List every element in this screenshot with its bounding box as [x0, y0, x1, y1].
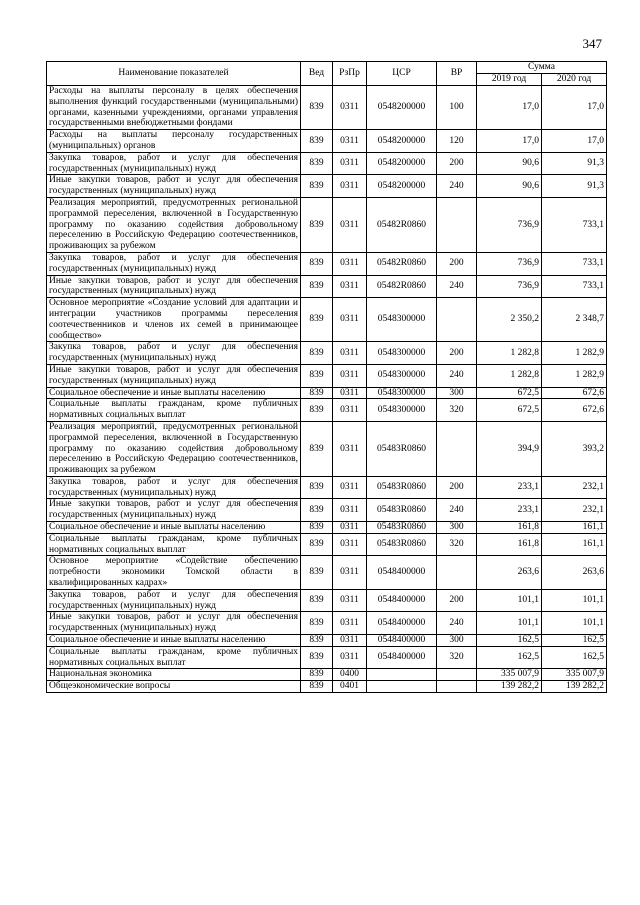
row-ved: 839 — [301, 499, 333, 522]
row-sum-2020: 232,1 — [542, 499, 607, 522]
header-rzpr: РзПр — [333, 62, 367, 86]
row-ved: 839 — [301, 681, 333, 693]
row-rzpr: 0311 — [333, 298, 367, 342]
row-csr: 0548200000 — [367, 86, 437, 130]
row-sum-2020: 2 348,7 — [542, 298, 607, 342]
row-csr: 0548200000 — [367, 175, 437, 198]
row-ved: 839 — [301, 364, 333, 387]
row-name: Социальное обеспечение и иные выплаты населению — [47, 635, 301, 647]
row-vr: 300 — [437, 522, 477, 534]
row-vr: 200 — [437, 476, 477, 499]
table-row — [47, 387, 607, 399]
row-rzpr: 0311 — [333, 152, 367, 175]
row-name: Основное мероприятие «Создание условий для адаптации и интеграции участников программы переселения соотечественников и членов их семей в принимающее сообщество» — [47, 298, 301, 342]
table-row — [47, 646, 607, 669]
row-vr — [437, 298, 477, 342]
row-csr: 0548300000 — [367, 342, 437, 365]
table-body — [47, 86, 607, 693]
table-row — [47, 197, 607, 252]
row-sum-2019: 161,8 — [477, 522, 542, 534]
row-csr: 0548400000 — [367, 556, 437, 589]
row-sum-2019: 139 282,2 — [477, 681, 542, 693]
row-rzpr: 0311 — [333, 399, 367, 422]
row-sum-2020: 1 282,9 — [542, 342, 607, 365]
row-vr: 320 — [437, 399, 477, 422]
row-ved: 839 — [301, 152, 333, 175]
row-sum-2020: 733,1 — [542, 252, 607, 275]
row-csr: 0548200000 — [367, 152, 437, 175]
row-rzpr: 0311 — [333, 130, 367, 153]
row-vr: 240 — [437, 499, 477, 522]
row-ved: 839 — [301, 533, 333, 556]
row-rzpr: 0311 — [333, 421, 367, 476]
row-vr: 100 — [437, 86, 477, 130]
row-name: Социальное обеспечение и иные выплаты населению — [47, 522, 301, 534]
row-vr: 300 — [437, 387, 477, 399]
row-rzpr: 0401 — [333, 681, 367, 693]
row-sum-2019: 101,1 — [477, 589, 542, 612]
row-rzpr: 0311 — [333, 342, 367, 365]
row-csr: 0548300000 — [367, 387, 437, 399]
table-row — [47, 399, 607, 422]
row-name: Иные закупки товаров, работ и услуг для обеспечения государственных (муниципальных) нужд — [47, 364, 301, 387]
row-vr: 200 — [437, 342, 477, 365]
row-ved: 839 — [301, 197, 333, 252]
row-ved: 839 — [301, 669, 333, 681]
row-vr: 300 — [437, 635, 477, 647]
row-name: Социальные выплаты гражданам, кроме публичных нормативных социальных выплат — [47, 533, 301, 556]
row-ved: 839 — [301, 522, 333, 534]
table-row — [47, 499, 607, 522]
row-csr: 05482R0860 — [367, 197, 437, 252]
row-ved: 839 — [301, 635, 333, 647]
row-name: Национальная экономика — [47, 669, 301, 681]
row-sum-2019: 162,5 — [477, 635, 542, 647]
row-rzpr: 0311 — [333, 364, 367, 387]
row-csr — [367, 669, 437, 681]
row-vr: 240 — [437, 275, 477, 298]
row-rzpr: 0400 — [333, 669, 367, 681]
row-csr: 0548400000 — [367, 612, 437, 635]
table-row — [47, 275, 607, 298]
row-name: Реализация мероприятий, предусмотренных региональной программой переселения, включенной в Государственную программу по оказанию содействия добровольному переселению в Российскую Федерацию соотечественников, проживающих за рубежом — [47, 421, 301, 476]
row-name: Иные закупки товаров, работ и услуг для обеспечения государственных (муниципальных) нужд — [47, 612, 301, 635]
row-sum-2019: 101,1 — [477, 612, 542, 635]
row-name: Закупка товаров, работ и услуг для обеспечения государственных (муниципальных) нужд — [47, 476, 301, 499]
row-sum-2019: 335 007,9 — [477, 669, 542, 681]
row-rzpr: 0311 — [333, 252, 367, 275]
row-sum-2020: 161,1 — [542, 522, 607, 534]
row-name: Закупка товаров, работ и услуг для обеспечения государственных (муниципальных) нужд — [47, 252, 301, 275]
row-sum-2019: 736,9 — [477, 197, 542, 252]
row-sum-2020: 1 282,9 — [542, 364, 607, 387]
row-vr: 320 — [437, 533, 477, 556]
row-sum-2019: 672,5 — [477, 399, 542, 422]
row-sum-2020: 101,1 — [542, 589, 607, 612]
row-sum-2020: 263,6 — [542, 556, 607, 589]
table-row — [47, 589, 607, 612]
table-row — [47, 669, 607, 681]
row-rzpr: 0311 — [333, 387, 367, 399]
row-ved: 839 — [301, 275, 333, 298]
row-vr — [437, 421, 477, 476]
row-csr: 0548300000 — [367, 399, 437, 422]
row-sum-2020: 161,1 — [542, 533, 607, 556]
row-sum-2019: 394,9 — [477, 421, 542, 476]
header-2020: 2020 год — [542, 74, 607, 86]
row-rzpr: 0311 — [333, 175, 367, 198]
row-sum-2019: 233,1 — [477, 499, 542, 522]
header-ved: Вед — [301, 62, 333, 86]
row-sum-2019: 263,6 — [477, 556, 542, 589]
row-ved: 839 — [301, 421, 333, 476]
table-row — [47, 522, 607, 534]
row-sum-2020: 733,1 — [542, 275, 607, 298]
row-sum-2020: 91,3 — [542, 175, 607, 198]
row-ved: 839 — [301, 612, 333, 635]
row-ved: 839 — [301, 298, 333, 342]
row-vr: 240 — [437, 175, 477, 198]
row-vr: 200 — [437, 252, 477, 275]
table-row — [47, 635, 607, 647]
row-sum-2020: 162,5 — [542, 635, 607, 647]
row-sum-2019: 672,5 — [477, 387, 542, 399]
row-name: Социальное обеспечение и иные выплаты населению — [47, 387, 301, 399]
row-sum-2020: 672,6 — [542, 387, 607, 399]
table-row — [47, 476, 607, 499]
row-ved: 839 — [301, 399, 333, 422]
table-row — [47, 252, 607, 275]
row-ved: 839 — [301, 130, 333, 153]
row-ved: 839 — [301, 387, 333, 399]
row-csr: 0548200000 — [367, 130, 437, 153]
row-rzpr: 0311 — [333, 533, 367, 556]
row-sum-2020: 17,0 — [542, 86, 607, 130]
row-ved: 839 — [301, 252, 333, 275]
row-name: Закупка товаров, работ и услуг для обеспечения государственных (муниципальных) нужд — [47, 342, 301, 365]
row-name: Общеэкономические вопросы — [47, 681, 301, 693]
row-sum-2019: 90,6 — [477, 152, 542, 175]
header-name: Наименование показателей — [47, 62, 301, 86]
row-name: Реализация мероприятий, предусмотренных региональной программой переселения, включенной в Государственную программу по оказанию содействия добровольному переселению в Российскую Федерацию соотечественников, проживающих за рубежом — [47, 197, 301, 252]
table-row — [47, 342, 607, 365]
table-row — [47, 421, 607, 476]
row-ved: 839 — [301, 342, 333, 365]
row-vr — [437, 669, 477, 681]
row-csr: 05483R0860 — [367, 522, 437, 534]
row-name: Расходы на выплаты персоналу государственных (муниципальных) органов — [47, 130, 301, 153]
header-vr: ВР — [437, 62, 477, 86]
table-row — [47, 298, 607, 342]
row-sum-2019: 233,1 — [477, 476, 542, 499]
header-2019: 2019 год — [477, 74, 542, 86]
row-sum-2020: 139 282,2 — [542, 681, 607, 693]
row-name: Закупка товаров, работ и услуг для обеспечения государственных (муниципальных) нужд — [47, 589, 301, 612]
row-vr: 200 — [437, 589, 477, 612]
row-ved: 839 — [301, 589, 333, 612]
row-name: Иные закупки товаров, работ и услуг для обеспечения государственных (муниципальных) нужд — [47, 499, 301, 522]
row-rzpr: 0311 — [333, 589, 367, 612]
row-rzpr: 0311 — [333, 476, 367, 499]
row-ved: 839 — [301, 556, 333, 589]
table-row — [47, 612, 607, 635]
table-row — [47, 152, 607, 175]
row-csr: 05482R0860 — [367, 252, 437, 275]
row-sum-2019: 736,9 — [477, 252, 542, 275]
row-vr: 240 — [437, 364, 477, 387]
row-sum-2020: 232,1 — [542, 476, 607, 499]
header-csr: ЦСР — [367, 62, 437, 86]
row-sum-2019: 161,8 — [477, 533, 542, 556]
header-sum: Сумма — [477, 62, 607, 74]
row-sum-2020: 393,2 — [542, 421, 607, 476]
row-sum-2020: 335 007,9 — [542, 669, 607, 681]
row-sum-2019: 162,5 — [477, 646, 542, 669]
row-vr — [437, 556, 477, 589]
table-row — [47, 533, 607, 556]
row-name: Социальные выплаты гражданам, кроме публичных нормативных социальных выплат — [47, 399, 301, 422]
row-rzpr: 0311 — [333, 556, 367, 589]
row-vr — [437, 681, 477, 693]
row-csr: 0548400000 — [367, 646, 437, 669]
row-sum-2019: 1 282,8 — [477, 342, 542, 365]
row-ved: 839 — [301, 175, 333, 198]
page-number: 347 — [582, 36, 602, 51]
row-csr: 0548300000 — [367, 364, 437, 387]
row-ved: 839 — [301, 646, 333, 669]
row-csr: 05483R0860 — [367, 476, 437, 499]
row-rzpr: 0311 — [333, 522, 367, 534]
row-rzpr: 0311 — [333, 499, 367, 522]
row-rzpr: 0311 — [333, 275, 367, 298]
row-sum-2019: 1 282,8 — [477, 364, 542, 387]
row-csr: 05483R0860 — [367, 421, 437, 476]
row-rzpr: 0311 — [333, 646, 367, 669]
row-sum-2020: 101,1 — [542, 612, 607, 635]
row-name: Закупка товаров, работ и услуг для обеспечения государственных (муниципальных) нужд — [47, 152, 301, 175]
row-sum-2020: 672,6 — [542, 399, 607, 422]
row-rzpr: 0311 — [333, 86, 367, 130]
row-csr: 05482R0860 — [367, 275, 437, 298]
row-sum-2019: 17,0 — [477, 130, 542, 153]
row-name: Расходы на выплаты персоналу в целях обеспечения выполнения функций государственными (муниципальными) органами, казенными учреждениями, органами управления государственными внебюджетными фондами — [47, 86, 301, 130]
row-vr: 240 — [437, 612, 477, 635]
row-sum-2020: 91,3 — [542, 152, 607, 175]
row-ved: 839 — [301, 86, 333, 130]
row-sum-2020: 733,1 — [542, 197, 607, 252]
row-vr: 200 — [437, 152, 477, 175]
row-rzpr: 0311 — [333, 612, 367, 635]
row-rzpr: 0311 — [333, 197, 367, 252]
row-sum-2020: 17,0 — [542, 130, 607, 153]
row-sum-2020: 162,5 — [542, 646, 607, 669]
row-csr: 0548400000 — [367, 635, 437, 647]
row-vr: 320 — [437, 646, 477, 669]
row-sum-2019: 90,6 — [477, 175, 542, 198]
row-csr — [367, 681, 437, 693]
row-csr: 05483R0860 — [367, 533, 437, 556]
table-row — [47, 86, 607, 130]
row-rzpr: 0311 — [333, 635, 367, 647]
table-row — [47, 130, 607, 153]
row-csr: 0548400000 — [367, 589, 437, 612]
row-sum-2019: 2 350,2 — [477, 298, 542, 342]
row-csr: 0548300000 — [367, 298, 437, 342]
row-csr: 05483R0860 — [367, 499, 437, 522]
row-sum-2019: 17,0 — [477, 86, 542, 130]
row-ved: 839 — [301, 476, 333, 499]
row-name: Социальные выплаты гражданам, кроме публичных нормативных социальных выплат — [47, 646, 301, 669]
table-row — [47, 556, 607, 589]
table-row — [47, 175, 607, 198]
row-vr: 120 — [437, 130, 477, 153]
table-row — [47, 681, 607, 693]
row-vr — [437, 197, 477, 252]
row-sum-2019: 736,9 — [477, 275, 542, 298]
row-name: Иные закупки товаров, работ и услуг для обеспечения государственных (муниципальных) нужд — [47, 175, 301, 198]
row-name: Основное мероприятие «Содействие обеспечению потребности экономики Томской области в квалифицированных кадрах» — [47, 556, 301, 589]
budget-table — [46, 61, 607, 693]
row-name: Иные закупки товаров, работ и услуг для обеспечения государственных (муниципальных) нужд — [47, 275, 301, 298]
table-row — [47, 364, 607, 387]
